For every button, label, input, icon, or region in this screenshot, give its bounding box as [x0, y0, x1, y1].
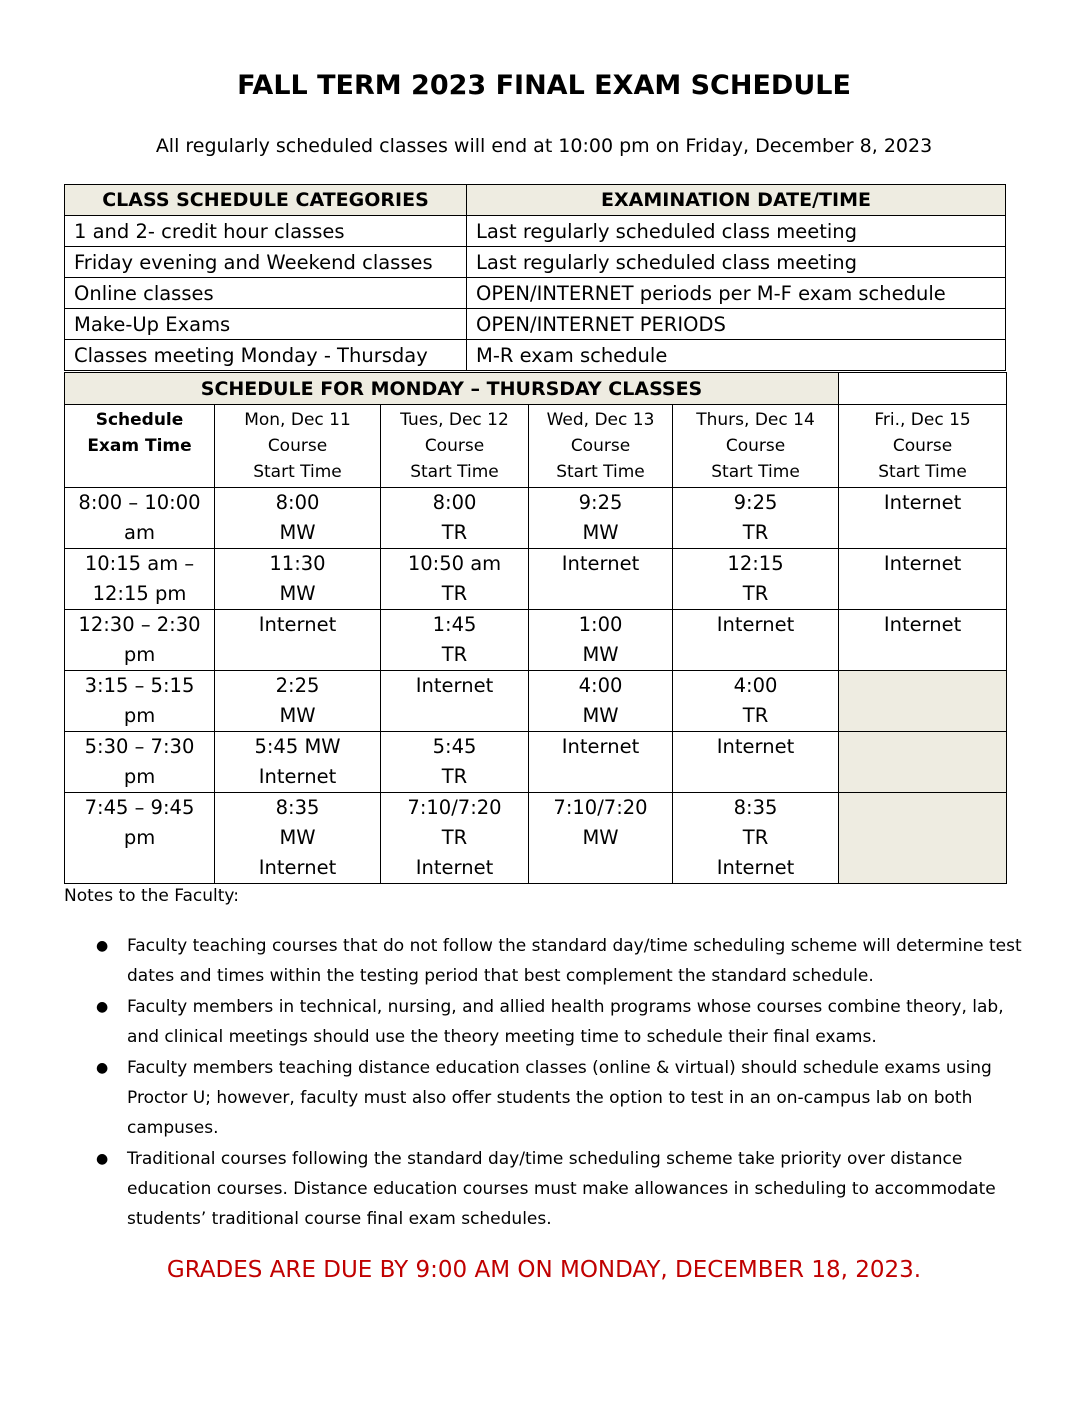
cell-line: 12:30 – 2:30	[78, 613, 201, 636]
cell-line: pm	[123, 826, 156, 849]
header-line: Course	[892, 436, 953, 456]
cell-line: pm	[123, 643, 156, 666]
course-start-cell-fri	[839, 610, 1007, 671]
exam-time-cell	[65, 671, 215, 732]
schedule-day-header	[215, 405, 381, 488]
page-title: FALL TERM 2023 FINAL EXAM SCHEDULE	[237, 70, 851, 101]
course-start-cell-fri	[839, 793, 1007, 884]
cell-line: MW	[582, 521, 619, 544]
header-line: Course	[424, 436, 485, 456]
notes-heading: Notes to the Faculty:	[64, 886, 239, 906]
course-start-cell-mon	[215, 732, 381, 793]
header-line: Start Time	[878, 462, 967, 482]
cell-line: 9:25	[733, 491, 778, 514]
header-line: Exam Time	[87, 436, 192, 456]
cell-line: Internet	[883, 491, 962, 514]
cell-line: MW	[279, 582, 316, 605]
bullet-icon: ●	[96, 999, 109, 1015]
schedule-row	[65, 793, 1007, 884]
course-start-cell-tue	[381, 732, 529, 793]
cell-line: Internet	[258, 765, 337, 788]
category-row	[65, 278, 1006, 309]
note-item	[64, 1053, 1024, 1143]
cell-line: MW	[582, 826, 619, 849]
cell-line: 12:15	[727, 552, 784, 575]
exam-time-cell	[65, 610, 215, 671]
cell-line: 8:00 – 10:00	[78, 491, 201, 514]
cell-line: Internet	[716, 613, 795, 636]
cell-line: 9:25	[578, 491, 623, 514]
cell-line: 8:00	[275, 491, 320, 514]
course-start-cell-thu	[673, 610, 839, 671]
exam-time-cell	[65, 549, 215, 610]
notes-list	[64, 931, 1024, 1235]
cell-line: 4:00	[733, 674, 778, 697]
cell-line: Internet	[415, 674, 494, 697]
cell-line: 10:50 am	[407, 552, 502, 575]
categories-table	[64, 184, 1006, 371]
cell-line: TR	[441, 521, 468, 544]
schedule-row	[65, 732, 1007, 793]
cell-line: 5:45 MW	[254, 735, 341, 758]
course-start-cell-wed	[529, 549, 673, 610]
course-start-cell-mon	[215, 793, 381, 884]
cell-line: Internet	[716, 856, 795, 879]
cell-line: 7:45 – 9:45	[84, 796, 195, 819]
course-start-cell-fri	[839, 671, 1007, 732]
cell-line: 7:10/7:20	[553, 796, 648, 819]
category-name: Online classes	[65, 278, 467, 309]
cell-line: 8:35	[733, 796, 778, 819]
schedule-header-row	[65, 405, 1007, 488]
course-start-cell-mon	[215, 488, 381, 549]
header-line: Start Time	[556, 462, 645, 482]
header-line: Course	[570, 436, 631, 456]
category-exam: Last regularly scheduled class meeting	[467, 247, 1006, 278]
cell-line: 1:00	[578, 613, 623, 636]
category-name: Classes meeting Monday - Thursday	[65, 340, 467, 371]
cell-line: Internet	[883, 613, 962, 636]
cell-line: 1:45	[432, 613, 477, 636]
cell-line: 5:45	[432, 735, 477, 758]
cell-line: Internet	[883, 552, 962, 575]
schedule-exam-time-header	[65, 405, 215, 488]
cell-line: 12:15 pm	[92, 582, 187, 605]
categories-header-left: CLASS SCHEDULE CATEGORIES	[65, 185, 467, 216]
course-start-cell-thu	[673, 732, 839, 793]
category-name: Friday evening and Weekend classes	[65, 247, 467, 278]
header-line: Course	[725, 436, 786, 456]
course-start-cell-wed	[529, 732, 673, 793]
course-start-cell-tue	[381, 671, 529, 732]
cell-line: Internet	[415, 856, 494, 879]
course-start-cell-wed	[529, 671, 673, 732]
header-line: Schedule	[95, 410, 184, 430]
course-start-cell-wed	[529, 793, 673, 884]
cell-line: TR	[742, 826, 769, 849]
note-item	[64, 931, 1024, 991]
schedule-title-spacer	[839, 373, 1007, 405]
header-line: Start Time	[711, 462, 800, 482]
header-line: Fri., Dec 15	[874, 410, 971, 430]
cell-line: Internet	[716, 735, 795, 758]
course-start-cell-mon	[215, 549, 381, 610]
cell-line: 4:00	[578, 674, 623, 697]
header-line: Tues, Dec 12	[400, 410, 509, 430]
course-start-cell-fri	[839, 488, 1007, 549]
course-start-cell-thu	[673, 549, 839, 610]
header-line: Start Time	[253, 462, 342, 482]
cell-line: 3:15 – 5:15	[84, 674, 195, 697]
cell-line: TR	[441, 582, 468, 605]
category-row	[65, 216, 1006, 247]
note-text: Faculty members teaching distance education classes (online & virtual) should schedule exams using Proctor U; however, faculty must also offer students the option to test in an on-campus lab on both campuses.	[127, 1058, 992, 1138]
schedule-day-header	[839, 405, 1007, 488]
exam-time-cell	[65, 793, 215, 884]
exam-time-cell	[65, 732, 215, 793]
cell-line: 7:10/7:20	[407, 796, 502, 819]
cell-line: pm	[123, 704, 156, 727]
course-start-cell-tue	[381, 488, 529, 549]
category-exam: OPEN/INTERNET PERIODS	[467, 309, 1006, 340]
category-exam: Last regularly scheduled class meeting	[467, 216, 1006, 247]
page-subtitle: All regularly scheduled classes will end at 10:00 pm on Friday, December 8, 2023	[155, 135, 933, 157]
cell-line: 10:15 am –	[84, 552, 195, 575]
cell-line: TR	[441, 765, 468, 788]
note-item	[64, 1144, 1024, 1234]
category-row	[65, 309, 1006, 340]
categories-header-row	[65, 185, 1006, 216]
cell-line: 8:35	[275, 796, 320, 819]
cell-line: 2:25	[275, 674, 320, 697]
note-item	[64, 992, 1024, 1052]
category-exam: M-R exam schedule	[467, 340, 1006, 371]
course-start-cell-thu	[673, 488, 839, 549]
bullet-icon: ●	[96, 1060, 109, 1076]
schedule-row	[65, 549, 1007, 610]
course-start-cell-thu	[673, 793, 839, 884]
category-name: 1 and 2- credit hour classes	[65, 216, 467, 247]
cell-line: Internet	[258, 856, 337, 879]
cell-line: TR	[742, 582, 769, 605]
cell-line: TR	[441, 643, 468, 666]
bullet-icon: ●	[96, 1151, 109, 1167]
course-start-cell-thu	[673, 671, 839, 732]
cell-line: 8:00	[432, 491, 477, 514]
schedule-day-header	[673, 405, 839, 488]
category-row	[65, 247, 1006, 278]
header-line: Wed, Dec 13	[546, 410, 655, 430]
cell-line: 5:30 – 7:30	[84, 735, 195, 758]
schedule-title: SCHEDULE FOR MONDAY – THURSDAY CLASSES	[65, 373, 839, 405]
cell-line: Internet	[561, 552, 640, 575]
cell-line: Internet	[258, 613, 337, 636]
course-start-cell-mon	[215, 671, 381, 732]
header-line: Mon, Dec 11	[244, 410, 351, 430]
cell-line: MW	[279, 521, 316, 544]
category-row	[65, 340, 1006, 371]
course-start-cell-tue	[381, 610, 529, 671]
schedule-table	[64, 372, 1007, 884]
cell-line: MW	[582, 704, 619, 727]
cell-line: TR	[742, 521, 769, 544]
bullet-icon: ●	[96, 938, 109, 954]
cell-line: 11:30	[269, 552, 326, 575]
cell-line: am	[124, 521, 155, 544]
cell-line: pm	[123, 765, 156, 788]
cell-line: Internet	[561, 735, 640, 758]
schedule-row	[65, 671, 1007, 732]
grades-due-notice: GRADES ARE DUE BY 9:00 AM ON MONDAY, DECEMBER 18, 2023.	[166, 1257, 922, 1283]
schedule-day-header	[529, 405, 673, 488]
course-start-cell-mon	[215, 610, 381, 671]
note-text: Traditional courses following the standard day/time scheduling scheme take priority over distance education courses. Distance education courses must make allowances in scheduling to accommodate students’ traditional course final exam schedules.	[127, 1149, 996, 1229]
schedule-title-row	[65, 373, 1007, 405]
cell-line: TR	[441, 826, 468, 849]
course-start-cell-tue	[381, 549, 529, 610]
course-start-cell-fri	[839, 732, 1007, 793]
header-line: Start Time	[410, 462, 499, 482]
course-start-cell-wed	[529, 610, 673, 671]
schedule-row	[65, 488, 1007, 549]
cell-line: TR	[742, 704, 769, 727]
note-text: Faculty members in technical, nursing, and allied health programs whose courses combine theory, lab, and clinical meetings should use the theory meeting time to schedule their final exams.	[127, 997, 1004, 1047]
schedule-day-header	[381, 405, 529, 488]
category-exam: OPEN/INTERNET periods per M-F exam schedule	[467, 278, 1006, 309]
course-start-cell-wed	[529, 488, 673, 549]
note-text: Faculty teaching courses that do not follow the standard day/time scheduling scheme will determine test dates and times within the testing period that best complement the standard schedule.	[127, 936, 1022, 986]
cell-line: MW	[582, 643, 619, 666]
schedule-body	[65, 488, 1007, 884]
header-line: Course	[267, 436, 328, 456]
course-start-cell-fri	[839, 549, 1007, 610]
cell-line: MW	[279, 826, 316, 849]
header-line: Thurs, Dec 14	[696, 410, 815, 430]
cell-line: MW	[279, 704, 316, 727]
schedule-row	[65, 610, 1007, 671]
exam-time-cell	[65, 488, 215, 549]
course-start-cell-tue	[381, 793, 529, 884]
category-name: Make-Up Exams	[65, 309, 467, 340]
categories-header-right: EXAMINATION DATE/TIME	[467, 185, 1006, 216]
